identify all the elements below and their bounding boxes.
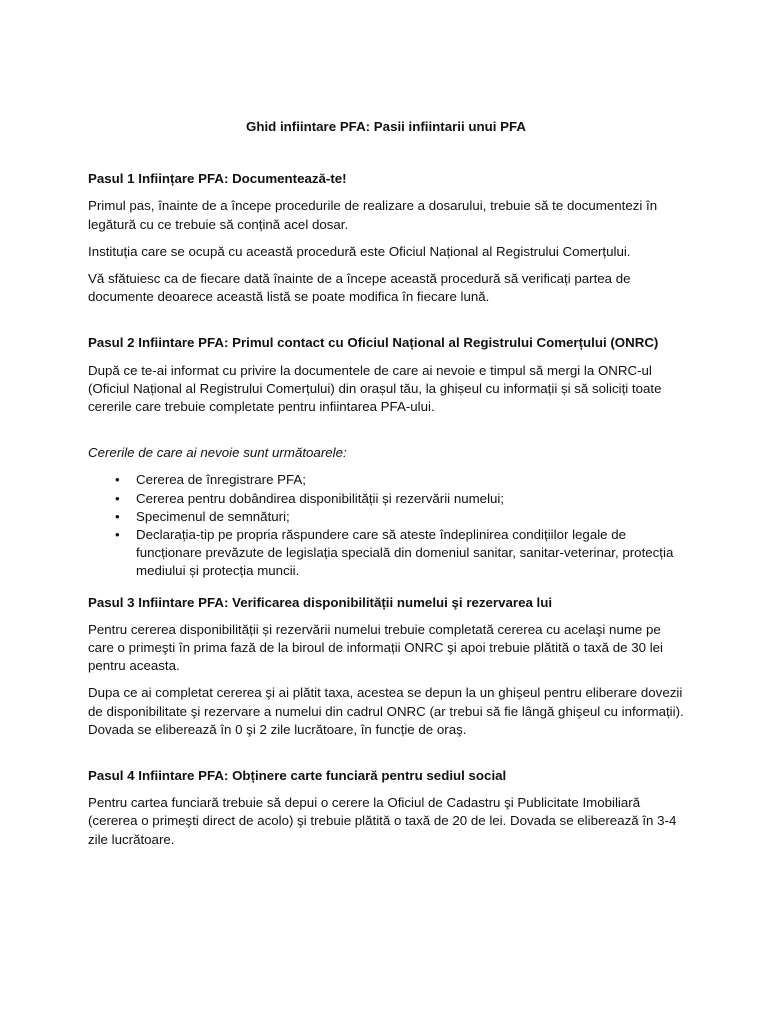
list-item-text: Specimenul de semnături; <box>136 508 290 524</box>
list-item-text: Cererea de înregistrare PFA; <box>136 472 306 488</box>
list-item <box>88 471 684 489</box>
list-intro: Cererile de care ai nevoie sunt următoarele: <box>88 445 347 461</box>
section-heading: Pasul 1 Inființare PFA: Documentează-te! <box>88 171 347 187</box>
bullet-icon: • <box>115 527 120 543</box>
bullet-icon: • <box>115 472 120 488</box>
paragraph: Dupa ce ai completat cererea şi ai plătit taxa, acestea se depun la un ghişeul pentru eliberare dovezii de disponibilitate şi rezervare a numelui din cadrul ONRC (ar trebui să fie lângă ghişeul cu informații). Dovada se eliberează în 0 şi 2 zile lucrătoare, în funcție de oraş. <box>88 685 684 737</box>
list-item-text: Cererea pentru dobândirea disponibilității și rezervării numelui; <box>136 490 505 506</box>
section-heading: Pasul 4 Infiintare PFA: Obținere carte funciară pentru sediul social <box>88 768 507 784</box>
section-step-1 <box>88 170 684 306</box>
paragraph: Pentru cartea funciară trebuie să depui o cerere la Oficiul de Cadastru şi Publicitate Imobiliară (cererea o primeşti direct de acolo) şi trebuie plătită o taxă de 20 de lei. Dovada se eliberează în 3-4 zile lucrătoare. <box>88 795 677 847</box>
list-item <box>88 526 684 581</box>
bullet-icon: • <box>115 508 120 524</box>
requests-list <box>88 471 684 580</box>
list-item-text: Declarația-tip pe propria răspundere care să ateste îndeplinirea condițiilor legale de funcționare prevăzute de legislația specială din domeniul sanitar, sanitar-veterinar, protecția mediului și protecția muncii. <box>136 527 674 579</box>
section-step-2 <box>88 334 684 580</box>
document-content <box>88 118 684 858</box>
paragraph: Pentru cererea disponibilității și rezervării numelui trebuie completată cererea cu acelaşi nume pe care o primeşti în prima fază de la biroul de informații ONRC şi apoi trebuie plătită o taxă de 30 lei pentru aceasta. <box>88 621 663 674</box>
paragraph: Primul pas, înainte de a începe procedurile de realizare a dosarului, trebuie să te documentezi în legătură cu ce trebuie să conțină acel dosar. <box>88 198 658 232</box>
section-step-3 <box>88 594 684 739</box>
section-step-4 <box>88 767 684 849</box>
list-item <box>88 490 684 508</box>
list-item <box>88 508 684 526</box>
document-title: Ghid infiintare PFA: Pasii infiintarii unui PFA <box>246 119 526 134</box>
section-heading: Pasul 2 Infiintare PFA: Primul contact cu Oficiul Național al Registrului Comerțului (ONRC) <box>88 335 659 351</box>
paragraph: După ce te-ai informat cu privire la documentele de care ai nevoie e timpul să mergi la ONRC-ul (Oficiul Național al Registrului Comerțului) din orașul tău, la ghișeul cu informații și să soliciți toate cererile care trebuie completate pentru infiintarea PFA-ului. <box>88 362 662 415</box>
paragraph: Instituția care se ocupă cu această procedură este Oficiul Național al Registrului Comerțului. <box>88 243 631 259</box>
paragraph: Vă sfătuiesc ca de fiecare dată înainte de a începe această procedură să verificați partea de documente deoarece această listă se poate modifica în fiecare lună. <box>88 271 631 305</box>
bullet-icon: • <box>115 490 120 506</box>
section-heading: Pasul 3 Infiintare PFA: Verificarea disponibilității numelui şi rezervarea lui <box>88 594 553 610</box>
